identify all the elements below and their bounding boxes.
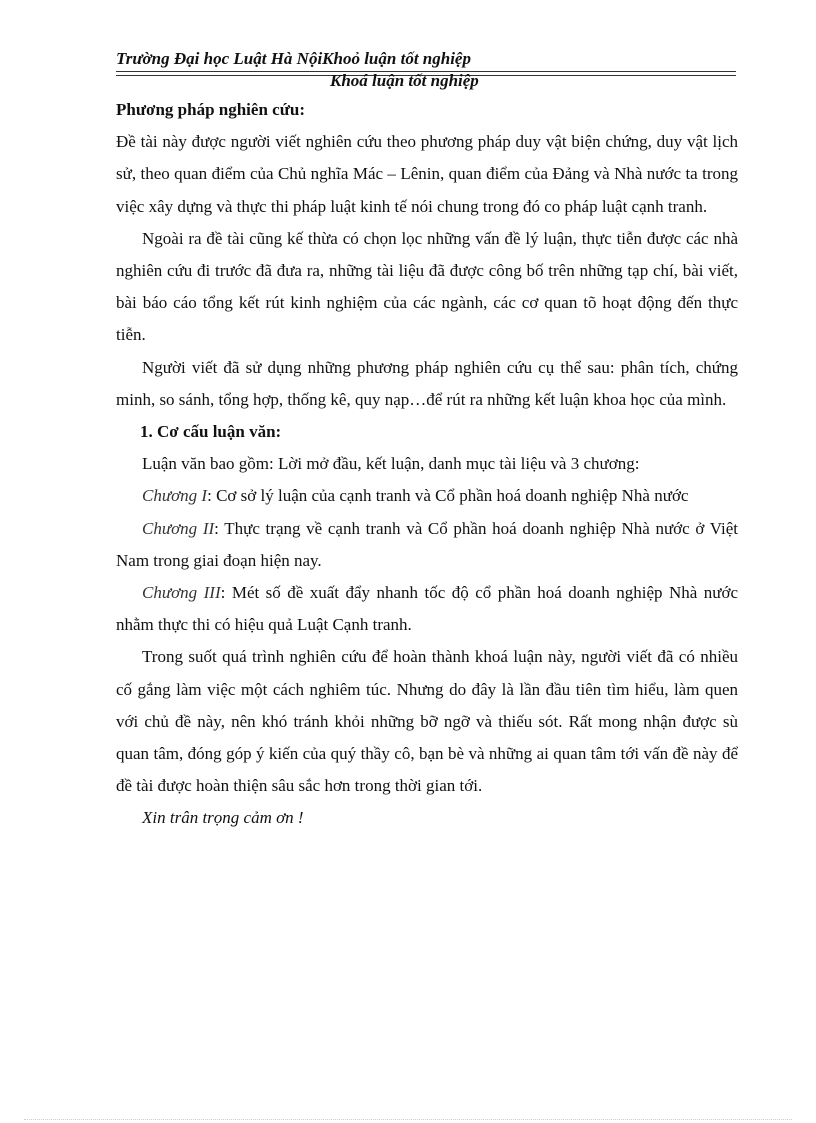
chapter-description: : Cơ sở lý luận của cạnh tranh và Cổ phần hoá doanh nghiệp Nhà nước <box>207 486 689 506</box>
chapter-description: : Thực trạng về cạnh tranh và Cổ phần hoá doanh nghiệp Nhà nước ở Việt Nam trong giai đoạn hiện nay. <box>116 518 738 570</box>
structure-intro: Luận văn bao gồm: Lời mở đầu, kết luận, danh mục tài liệu và 3 chương: <box>142 454 640 474</box>
methods-paragraph-1: Đề tài này được người viết nghiên cứu theo phương pháp duy vật biện chứng, duy vật lịch sử, theo quan điểm của Chủ nghĩa Mác – Lênin, quan điểm của Đảng và Nhà nước ta trong việc xây dựng và thực thi pháp luật kinh tế nói chung trong đó co pháp luật cạnh tranh. <box>116 132 738 216</box>
chapter-label: Chương II <box>142 518 215 538</box>
page-header <box>116 49 736 93</box>
header-school-title: Trường Đại học Luật Hà NộiKhoỏ luận tốt nghiệp <box>116 49 471 68</box>
chapter-item <box>116 513 738 577</box>
chapter-item <box>116 480 738 512</box>
chapter-description: : Mét số đề xuất đẩy nhanh tốc độ cổ phần hoá doanh nghiệp Nhà nước nhằm thực thi có hiệu quả Luật Cạnh tranh. <box>116 583 739 635</box>
methods-paragraph-3: Người viết đã sử dụng những phương pháp nghiên cứu cụ thể sau: phân tích, chứng minh, so sánh, tổng hợp, thống kê, quy nạp…để rút ra những kết luận khoa học của mình. <box>116 357 738 409</box>
chapter-label: Chương I <box>142 486 208 506</box>
chapter-item <box>116 577 738 641</box>
page-bottom-border <box>24 1119 792 1120</box>
chapter-label: Chương III <box>142 583 221 603</box>
acknowledgement-paragraph: Trong suốt quá trình nghiên cứu để hoàn thành khoá luận này, người viết đã có nhiều cố gắng làm việc một cách nghiêm túc. Nhưng do đây là lần đầu tiên tìm hiểu, làm quen với chủ đề này, nên khó tránh khỏi những bỡ ngỡ và thiếu sót. Rất mong nhận được sù quan tâm, đóng góp ý kiến của quý thầy cô, bạn bè và những ai quan tâm tới vấn đề này để đề tài được hoàn thiện sâu sắc hơn trong thời gian tới. <box>116 647 738 796</box>
document-body <box>116 94 738 835</box>
structure-heading: 1. Cơ cấu luận văn: <box>140 422 282 442</box>
header-thesis-title: Khoá luận tốt nghiệp <box>330 71 479 90</box>
methods-heading: Phương pháp nghiên cứu: <box>116 100 306 119</box>
methods-paragraph-2: Ngoài ra đề tài cũng kế thừa có chọn lọc những vấn đề lý luận, thực tiễn được các nhà nghiên cứu đi trước đã đưa ra, những tài liệu đã được công bố trên những tạp chí, bài viết, bài báo cáo tổng kết rút kinh nghiệm của các ngành, các cơ quan tõ hoạt động đến thực tiễn. <box>116 228 738 345</box>
closing-line: Xin trân trọng cảm ơn ! <box>142 808 304 828</box>
